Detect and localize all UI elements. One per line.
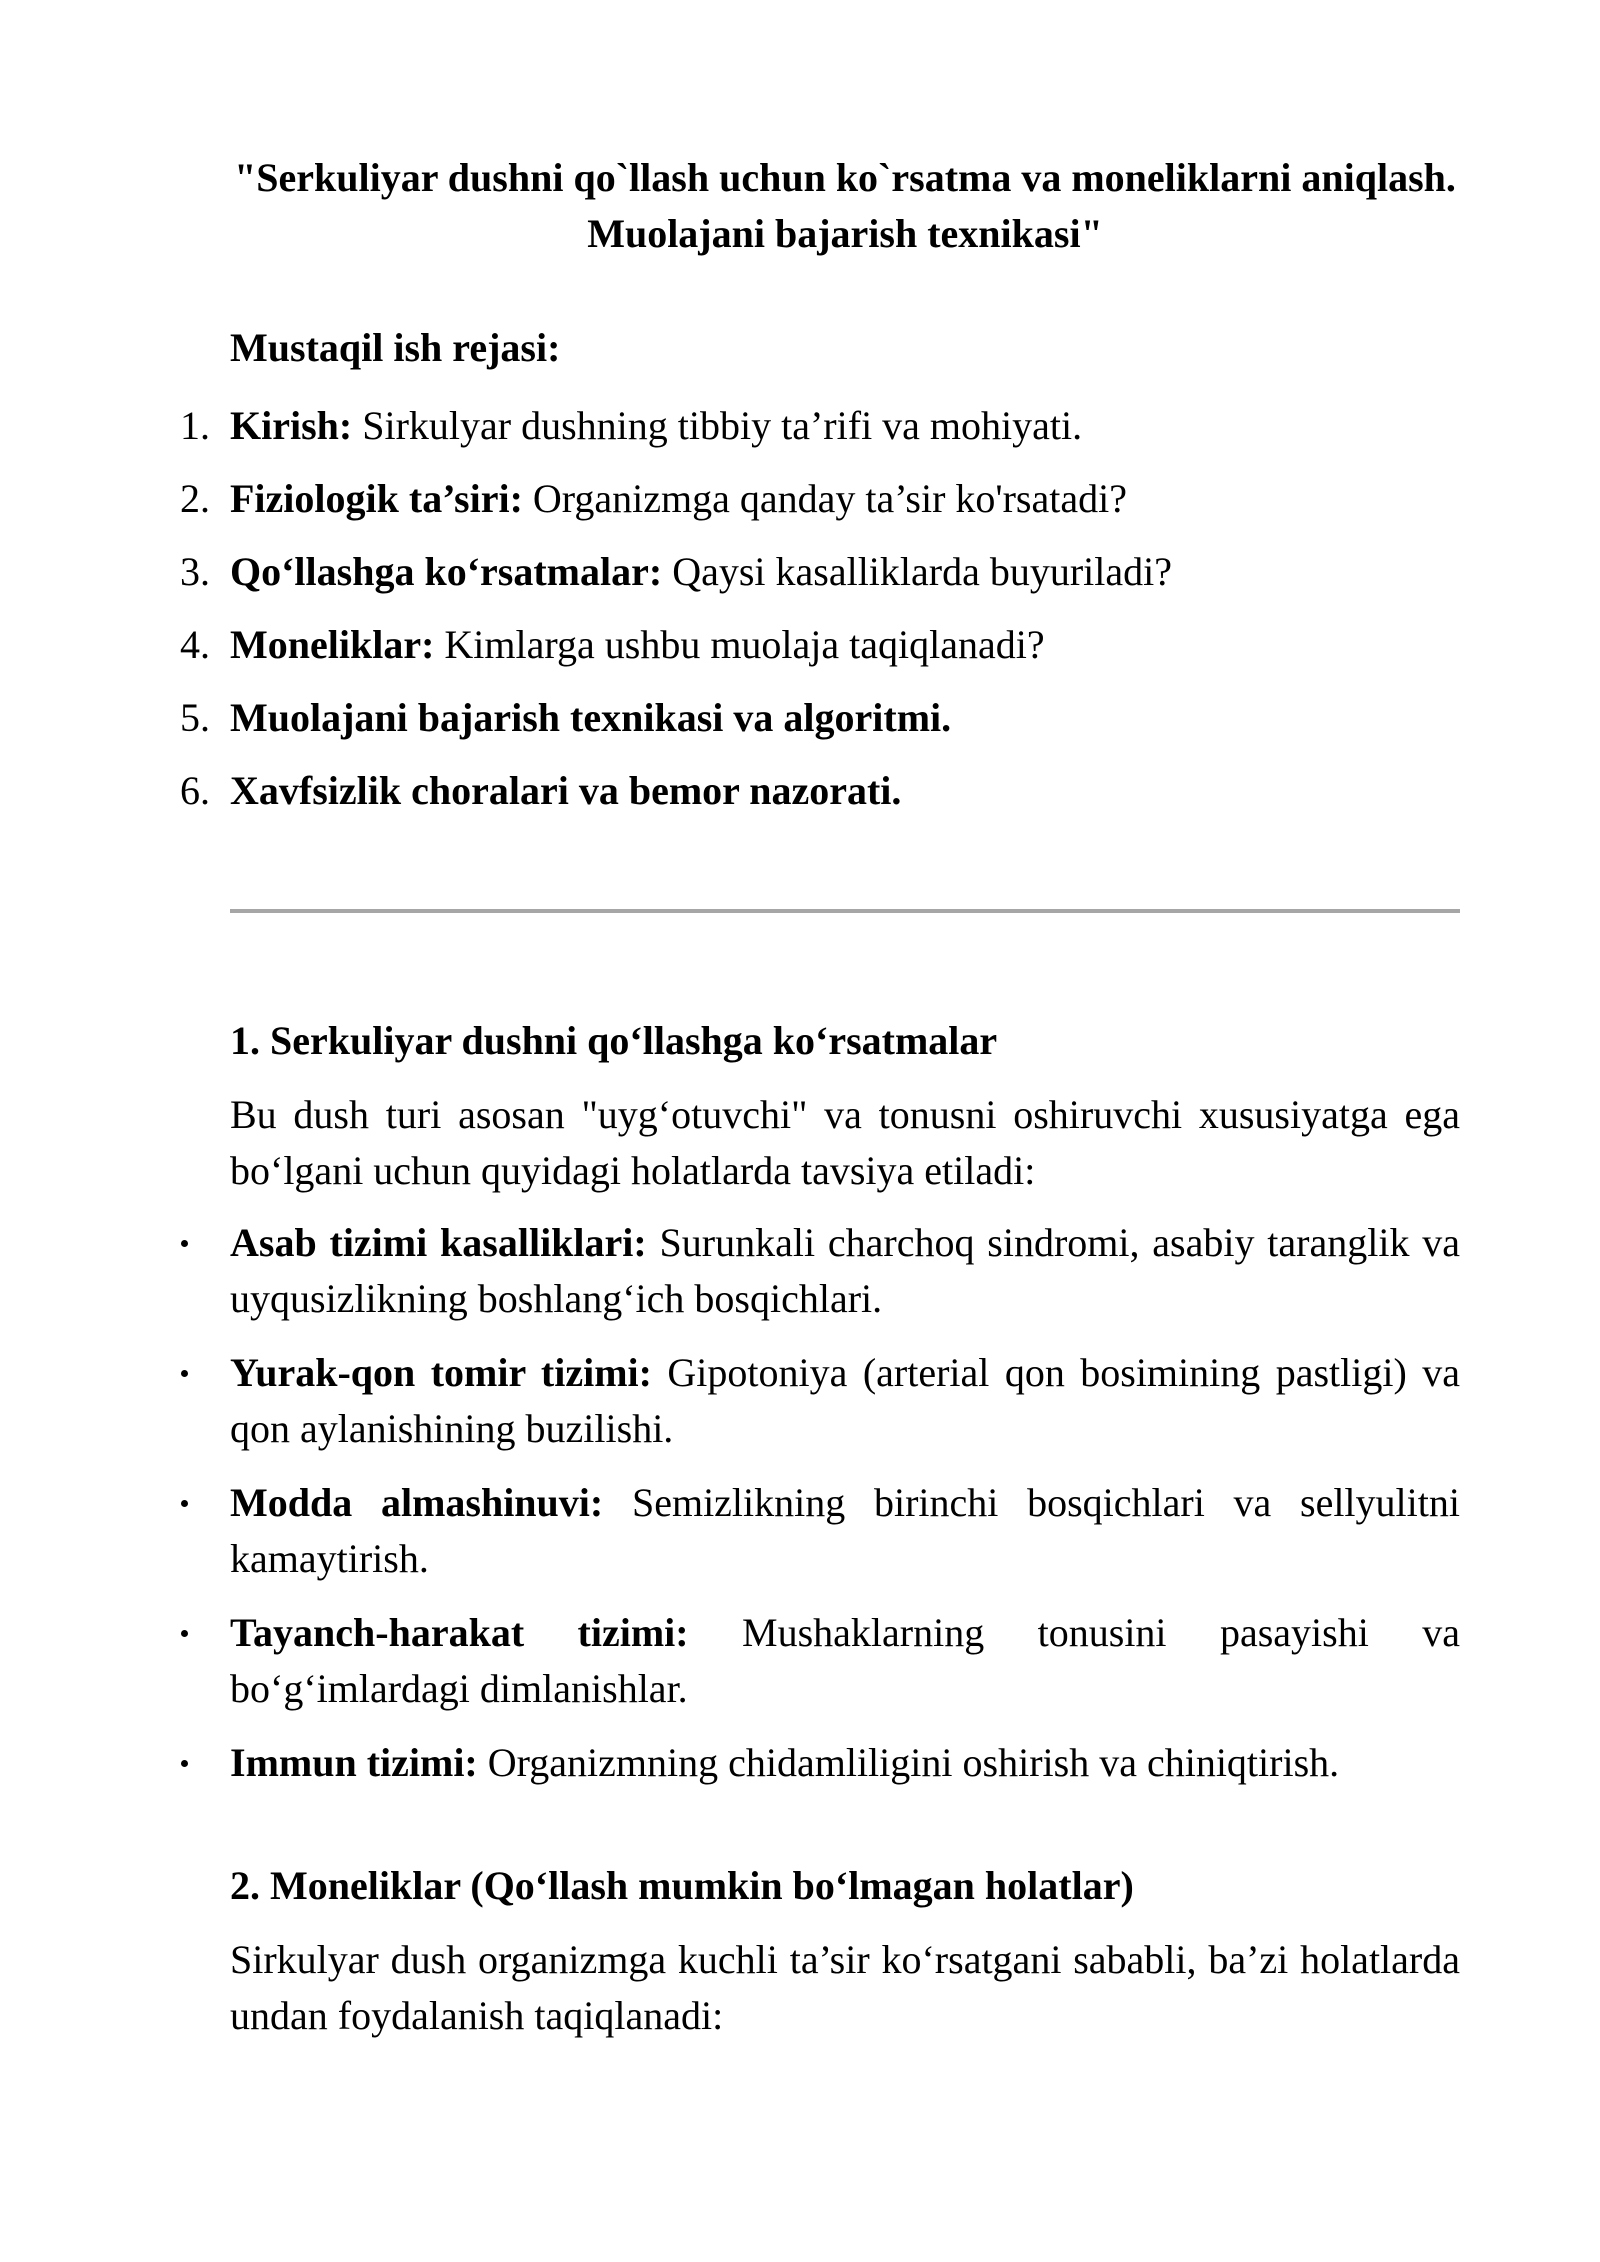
plan-item-term: Qo‘llashga ko‘rsatmalar: (230, 549, 663, 594)
list-item-term: Immun tizimi: (230, 1740, 478, 1785)
list-item (170, 1475, 1460, 1587)
plan-item (170, 617, 1470, 673)
plan-list (170, 398, 1470, 836)
plan-item-text: Qaysi kasalliklarda buyuriladi? (662, 549, 1173, 594)
list-item-term: Yurak-qon tomir tizimi: (230, 1350, 652, 1395)
plan-item-number: 6. (180, 768, 210, 813)
list-item (170, 1605, 1460, 1717)
list-item-text: Surunkali charchoq sindromi, asabiy taranglik va uyqusizlikning boshlang‘ich bosqichlari. (230, 1220, 1460, 1321)
plan-item-number: 3. (180, 549, 210, 594)
horizontal-divider (230, 909, 1460, 913)
plan-item-term: Moneliklar: (230, 622, 435, 667)
bullet-icon (181, 1500, 188, 1507)
plan-item-term: Muolajani bajarish texnikasi va algoritmi. (230, 695, 952, 740)
plan-item-text: Sirkulyar dushning tibbiy ta’rifi va mohiyati. (352, 403, 1083, 448)
bullet-icon (181, 1760, 188, 1767)
plan-item (170, 544, 1470, 600)
plan-item (170, 690, 1470, 746)
bullet-icon (181, 1630, 188, 1637)
plan-item (170, 471, 1470, 527)
plan-item-number: 2. (180, 476, 210, 521)
plan-item-number: 1. (180, 403, 210, 448)
indications-list (170, 1215, 1460, 1809)
list-item-term: Tayanch-harakat tizimi: (230, 1610, 689, 1655)
list-item (170, 1215, 1460, 1327)
plan-heading: Mustaqil ish rejasi: (230, 325, 561, 370)
list-item-text: Semizlikning birinchi bosqichlari va sellyulitni kamaytirish. (230, 1480, 1461, 1581)
bullet-icon (181, 1240, 188, 1247)
list-item (170, 1345, 1460, 1457)
plan-item-text: Kimlarga ushbu muolaja taqiqlanadi? (434, 622, 1045, 667)
list-item-text: Gipotoniya (arterial qon bosimining pastligi) va qon aylanishining buzilishi. (230, 1350, 1460, 1451)
section-intro-contraindications: Sirkulyar dush organizmga kuchli ta’sir ko‘rsatgani sababli, ba’zi holatlarda undan foydalanish taqiqlanadi: (230, 1937, 1460, 2038)
plan-item-term: Xavfsizlik choralari va bemor nazorati. (230, 768, 902, 813)
list-item (170, 1735, 1460, 1791)
section-heading-contraindications: 2. Moneliklar (Qo‘llash mumkin bo‘lmagan holatlar) (230, 1863, 1134, 1908)
section-heading-indications: 1. Serkuliyar dushni qo‘llashga ko‘rsatmalar (230, 1018, 998, 1063)
plan-item-term: Kirish: (230, 403, 353, 448)
list-item-text: Organizmning chidamliligini oshirish va chiniqtirish. (477, 1740, 1340, 1785)
list-item-text: Mushaklarning tonusini pasayishi va bo‘g‘imlardagi dimlanishlar. (230, 1610, 1461, 1711)
plan-item-text: Organizmga qanday ta’sir ko'rsatadi? (522, 476, 1127, 521)
plan-item-number: 4. (180, 622, 210, 667)
plan-item-term: Fiziologik ta’siri: (230, 476, 523, 521)
plan-item-number: 5. (180, 695, 210, 740)
plan-item (170, 398, 1470, 454)
document-title: "Serkuliyar dushni qo`llash uchun ko`rsatma va moneliklarni aniqlash. Muolajani bajarish texnikasi" (234, 155, 1456, 256)
list-item-term: Modda almashinuvi: (230, 1480, 604, 1525)
list-item-term: Asab tizimi kasalliklari: (230, 1220, 647, 1265)
plan-item (170, 763, 1470, 819)
section-intro-indications: Bu dush turi asosan "uyg‘otuvchi" va tonusni oshiruvchi xususiyatga ega bo‘lgani uchun quyidagi holatlarda tavsiya etiladi: (230, 1092, 1460, 1193)
bullet-icon (181, 1370, 188, 1377)
